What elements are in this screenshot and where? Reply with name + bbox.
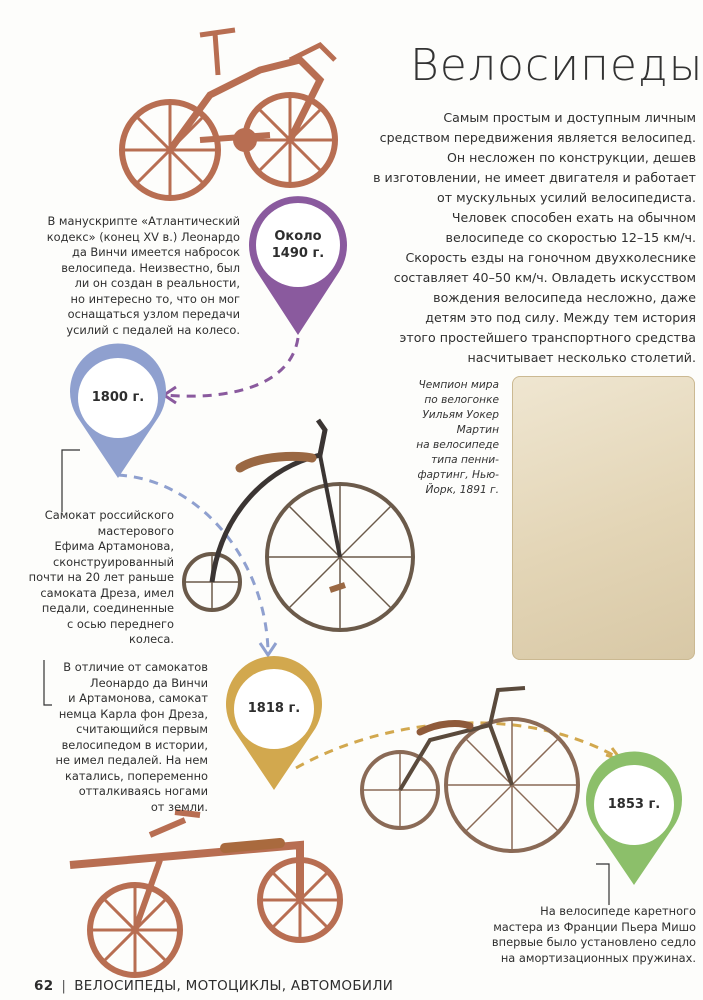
- caption-line: да Винчи имеется набросок: [71, 245, 240, 259]
- caption-line: кодекс» (конец XV в.) Леонардо: [46, 229, 240, 244]
- intro-line: средством передвижения является велосипед.: [379, 130, 696, 145]
- caption-line: катались, попеременно: [65, 768, 208, 783]
- caption-line: отталкиваясь ногами: [78, 784, 208, 798]
- leader-1800: [62, 450, 80, 512]
- caption-line: мастерового: [97, 523, 174, 538]
- caption-artamonov: [28, 508, 174, 648]
- pin-1853-label: 1853 г.: [607, 797, 661, 812]
- caption-line: оснащаться узлом передачи: [67, 307, 240, 321]
- caption-line: с осью переднего колеса.: [66, 616, 174, 646]
- caption-drais: [40, 660, 208, 815]
- pin-1490-marker: [249, 196, 347, 335]
- photo-caption-line: по велогонке: [424, 394, 499, 406]
- leonardo-bicycle-drawing: [122, 30, 335, 198]
- pin-1800-label: 1800 г.: [91, 390, 145, 405]
- caption-line: В манускрипте «Атлантический: [47, 214, 240, 228]
- caption-line: усилий с педалей на колесо.: [66, 322, 240, 337]
- page-footer: [34, 978, 393, 994]
- intro-line: Самым простым и доступным личным: [443, 110, 696, 125]
- drais-bicycle-drawing: [70, 812, 340, 975]
- intro-line: насчитывает несколько столетий.: [467, 350, 696, 365]
- footer-separator: |: [61, 978, 67, 994]
- caption-line: но интересно то, что он мог: [70, 291, 240, 306]
- pin-1490-label-line2: 1490 г.: [271, 246, 325, 261]
- photo-caption-line: Мартин: [456, 424, 499, 436]
- photo-caption-line: Йорк, 1891 г.: [425, 484, 499, 496]
- caption-line: велосипеда. Неизвестно, был: [61, 260, 240, 275]
- caption-line: Самокат российского: [44, 508, 174, 522]
- michaux-bicycle-drawing: [362, 688, 578, 851]
- intro-line: велосипеде со скоростью 12–15 км/ч.: [445, 230, 696, 245]
- photo-caption-line: Уильям Уокер: [422, 409, 499, 421]
- pin-1490-label-line1: Около: [274, 229, 322, 244]
- caption-line: считающийся первым: [76, 722, 208, 736]
- caption-line: не имел педалей. На нем: [55, 753, 208, 767]
- caption-line: Леонардо да Винчи: [90, 675, 208, 690]
- caption-line: самоката Дреза, имел: [40, 585, 174, 600]
- caption-line: В отличие от самокатов: [63, 660, 208, 674]
- section-title: ВЕЛОСИПЕДЫ, МОТОЦИКЛЫ, АВТОМОБИЛИ: [74, 978, 394, 994]
- caption-line: почти на 20 лет раньше: [28, 570, 174, 584]
- pin-1490-label: [256, 228, 340, 262]
- caption-line: мастера из Франции Пьера Мишо: [493, 919, 696, 934]
- historic-photo-frame: [512, 376, 695, 660]
- intro-line: вождения велосипеда несложно, даже: [433, 290, 696, 305]
- photo-caption: [372, 378, 499, 498]
- caption-line: велосипедом в истории,: [61, 737, 208, 752]
- route-1490-1800: [165, 338, 298, 396]
- intro-line: от мускульных усилий велосипедиста.: [437, 190, 696, 205]
- intro-line: Он несложен по конструкции, дешев: [446, 150, 696, 165]
- pin-1853-marker: [586, 751, 682, 885]
- photo-caption-line: Чемпион мира: [418, 379, 499, 391]
- caption-line: впервые было установлено седло: [491, 935, 696, 949]
- intro-line: в изготовлении, не имеет двигателя и работает: [373, 170, 696, 185]
- intro-line: Скорость езды на гоночном двухколеснике: [405, 250, 696, 265]
- caption-line: и Артамонова, самокат: [68, 691, 208, 705]
- caption-line: на амортизационных пружинах.: [500, 950, 696, 965]
- intro-line: Человек способен ехать на обычном: [451, 210, 696, 225]
- caption-line: от земли.: [150, 799, 208, 814]
- page-title: Велосипеды: [410, 40, 703, 91]
- caption-line: На велосипеде каретного: [540, 904, 696, 918]
- intro-line: составляет 40–50 км/ч. Овладеть искусством: [393, 270, 696, 285]
- leader-1853: [596, 864, 609, 905]
- pin-1800-marker: [70, 343, 166, 478]
- caption-line: немца Карла фон Дреза,: [58, 706, 208, 721]
- caption-line: Ефима Артамонова,: [54, 539, 174, 553]
- caption-leonardo: [40, 214, 240, 338]
- photo-caption-line: типа пенни-: [431, 454, 499, 466]
- caption-line: педали, соединенные: [41, 601, 174, 615]
- pin-1818-label: 1818 г.: [247, 701, 301, 716]
- intro-line: этого простейшего транспортного средства: [399, 330, 696, 345]
- intro-line: детям это под силу. Между тем история: [425, 310, 696, 325]
- caption-line: сконструированный: [52, 554, 174, 569]
- pin-1818-marker: [226, 656, 322, 790]
- page-number: 62: [34, 978, 54, 994]
- intro-paragraph: [360, 108, 696, 368]
- caption-line: ли он создан в реальности,: [74, 276, 240, 290]
- photo-caption-line: на велосипеде: [416, 439, 499, 451]
- photo-caption-line: фартинг, Нью-: [417, 469, 499, 481]
- caption-michaux: [470, 904, 696, 966]
